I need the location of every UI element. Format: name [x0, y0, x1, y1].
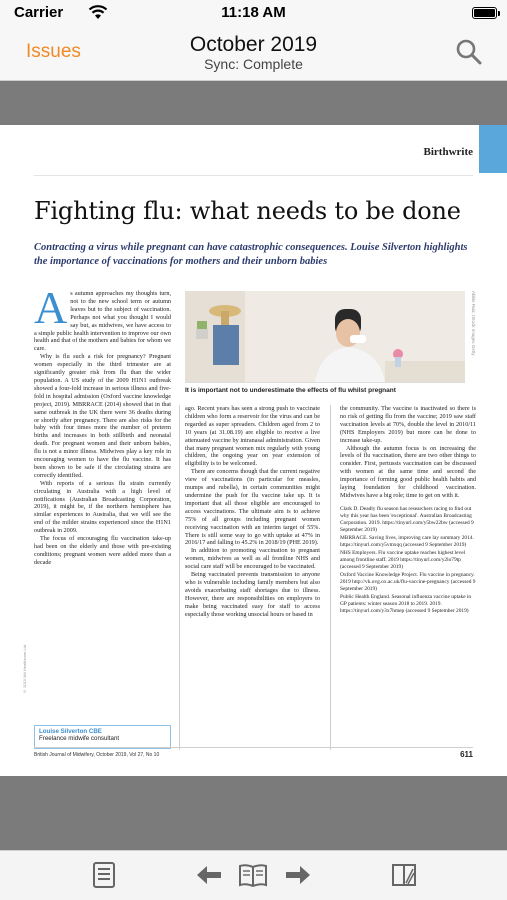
reference-item: Clark D. Deadly flu season has researchers racing to find out why this year has been 'exceptional'. Australian Broadcasting Corporation. 2019. https://tinyurl.com/y5bw22bw (accessed 9 September 2019)	[340, 505, 474, 533]
sync-status: Sync: Complete	[204, 56, 303, 72]
issues-back-button[interactable]: Issues	[26, 41, 81, 62]
next-arrow-icon[interactable]	[283, 861, 313, 889]
photo-illustration	[185, 291, 465, 383]
author-box	[34, 725, 171, 749]
text-column-2	[185, 405, 320, 753]
author-name: Louise Silverton CBE	[39, 728, 102, 735]
paragraph: There are concerns though that the current negative view of vaccinations (in particular for measles, mumps and rubella), in certain communities might undermine the push for flu vaccine take up. It is important that all those eligible are encouraged to access vaccinations. The ultimate aim is to achieve 75% of all groups including pregnant women receiving vaccination with an interim target of 55%. There is still some way to go with uptake at 47% in 2016/17 and falling to 45.2% in 2018/19 (PHE 2019).	[185, 468, 320, 547]
reference-item: Oxford Vaccine Knowledge Project. Flu vaccine in pregnancy. 2019 http://vk.ovg.ox.ac.uk/flu-vaccine-pregnancy (accessed 9 September 2019)	[340, 571, 476, 592]
paragraph: Why is flu such a risk for pregnancy? Pregnant women especially in the third trimester are at significantly greater risk from flu than the wider population. A US study of the 2009 H1N1 outbreak showed a four-fold increase in serious illness and five-fold in hospital admission (Oxford vaccine knowledge project, 2019). MBRRACE (2014) showed that in that same outbreak in the UK there were 36 deaths during or shortly after pregnancy. There are also risks for the baby with four times more the number of preterm births and increases in both stillbirth and neonatal death. For pregnant women and their unborn babies, flu is not a minor illness. Midwives play a key role in encouraging women to have the flu vaccine. It has been shown to be safe if the circulating strains are correctly identified.	[34, 353, 171, 479]
book-icon[interactable]	[238, 861, 268, 889]
paragraph: ago. Recent years has seen a strong push to vaccinate children who form a reservoir for the virus and can be regarded as super spreaders. Children aged from 2 to 10 years (at 31.08.19) are eligible to receive a live attenuated vaccine by intranasal administration. Given that many pregnant women mix regularly with young children, the ongoing year on year extension of eligibility is to be welcomed.	[185, 405, 320, 468]
column-divider	[330, 405, 331, 750]
article-standfirst: Contracting a virus while pregnant can have catastrophic consequences. Louise Silverton highlights the importance of vaccinations for mothers and their unborn babies	[34, 242, 468, 267]
magazine-page[interactable]	[0, 125, 507, 776]
page-view-icon[interactable]	[389, 861, 419, 889]
header-rule	[34, 175, 473, 176]
drop-cap: A	[34, 290, 68, 333]
contents-icon[interactable]	[89, 861, 119, 889]
status-bar	[0, 0, 507, 26]
issue-title: October 2019	[189, 33, 318, 56]
search-icon[interactable]	[455, 38, 483, 66]
paragraph: In addition to promoting vaccination to pregnant women, midwives as well as all frontline NHS and social care staff will be encouraged to be vaccinated.	[185, 547, 320, 571]
footer-rule	[34, 747, 473, 748]
paragraph: s autumn approaches my thoughts turn, not to the new school term or autumn leaves but to the subject of vaccination. Perhaps not what you thought I would say but, as midwives, we have access to a simple public health intervention to improve our own health and that of the mothers and babies for whom we care.	[34, 290, 171, 353]
reference-item: NHS Employers. Flu vaccine uptake reaches highest level among frontline staff. 2019 https://tinyurl.com/y2lo79tp (accessed 9 September 2019)	[340, 549, 466, 570]
copyright-notice: © 2019 MA Healthcare Ltd	[22, 645, 27, 695]
text-column-1	[34, 290, 171, 714]
article-photo	[185, 291, 465, 383]
column-divider	[179, 405, 180, 750]
paragraph: Although the autumn focus is on increasing the levels of flu vaccination, there are two other things to consider. First, pertussis vaccination can be discussed with women at the same time and second the importance of forming good public health habits and laying foundation for childhood vaccination. Midwives have a big role; time to get on with it.	[340, 444, 476, 499]
section-label: Birthwrite	[423, 146, 473, 158]
paragraph: With reports of a serious flu strain currently circulating in Australia with a high level of notifications (Australian Broadcasting Corporation, 2019), it might be, if the northern hemisphere has similar experiences to Australia, that we will see the end of the milder strains experienced since the H1N1 outbreak in 2009.	[34, 479, 171, 535]
photo-credit: Abbie Ruiz, iStock Images Getty	[471, 291, 476, 356]
top-bar	[0, 0, 507, 81]
author-role: Freelance midwife consultant	[39, 735, 120, 742]
clock: 11:18 AM	[221, 4, 286, 21]
reference-item: MBRRACE. Saving lives, improving care lay summary 2014. https://tinyurl.com/y5vmxqq (accessed 9 September 2019)	[340, 534, 474, 548]
carrier-label: Carrier	[14, 4, 64, 21]
text-column-3	[340, 405, 476, 753]
page-number: 611	[460, 750, 473, 759]
references	[340, 506, 476, 615]
reference-item: Public Health England. Seasonal influenza vaccine uptake in GP patients: winter season 2018 to 2019. 2019. https://tinyurl.com/y3x7hmep (accessed 9 September 2019)	[340, 593, 472, 614]
article-headline: Fighting flu: what needs to be done	[34, 197, 461, 225]
photo-caption: It is important not to underestimate the effects of flu whilst pregnant	[185, 387, 396, 394]
journal-footer: British Journal of Midwifery, October 2019, Vol 27, No 10	[34, 752, 160, 758]
battery-icon	[472, 7, 497, 19]
bottom-toolbar	[0, 850, 507, 900]
section-color-tab	[479, 125, 507, 173]
paragraph: The focus of encouraging flu vaccination take-up had been on the elderly and those with pre-existing conditions; pregnant women were added more than a decade	[34, 535, 171, 566]
paragraph: the community. The vaccine is inactivated so there is no risk of getting flu from the vaccine; 2019 saw staff vaccination levels at 70%, double the level in 2010/11 (NHS Employers 2019) but more can be done to increase take-up.	[340, 405, 476, 444]
previous-arrow-icon[interactable]	[194, 861, 224, 889]
paragraph: Being vaccinated prevents transmission to anyone who is vulnerable including family members but also avoids exacerbating staff shortages due to illness. However, there are responsibilities on employers to make being vaccinated easy for staff to access especially those working unsocial hours or based in	[185, 571, 320, 618]
